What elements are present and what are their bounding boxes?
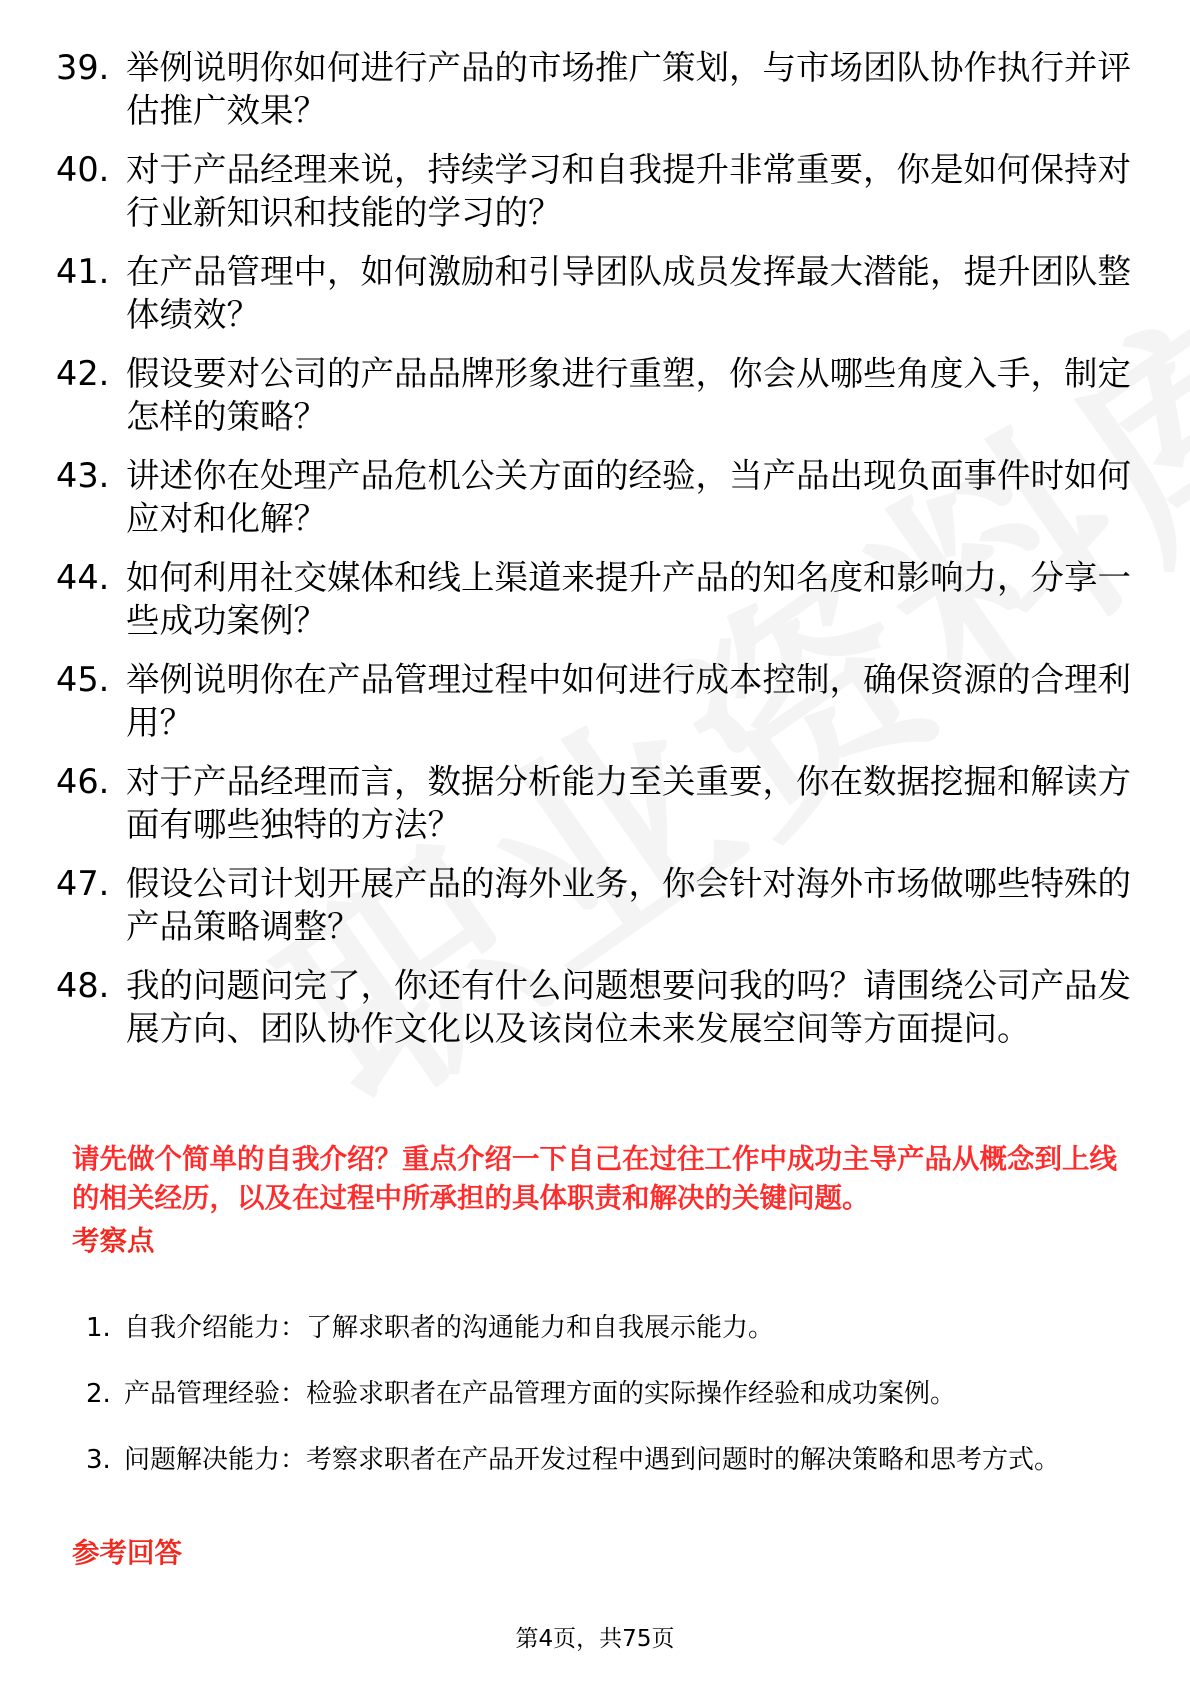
question-text: 假设公司计划开展产品的海外业务，你会针对海外市场做哪些特殊的产品策略调整？ <box>126 864 1131 946</box>
point-number: 2. <box>86 1379 111 1409</box>
list-item <box>0 148 1190 234</box>
list-item <box>0 1300 1190 1356</box>
question-text: 在产品管理中，如何激励和引导团队成员发挥最大潜能，提升团队整体绩效？ <box>126 252 1131 334</box>
page-footer: 第4页，共75页 <box>515 1626 675 1652</box>
point-text: 问题解决能力：考察求职者在产品开发过程中遇到问题时的解决策略和思考方式。 <box>124 1445 1061 1475</box>
question-number: 41. <box>56 252 110 291</box>
list-item <box>0 454 1190 540</box>
question-number: 45. <box>56 660 110 699</box>
question-text: 举例说明你如何进行产品的市场推广策划，与市场团队协作执行并评估推广效果？ <box>126 48 1131 130</box>
question-number: 43. <box>56 456 110 495</box>
list-item <box>0 964 1190 1050</box>
list-item <box>0 352 1190 438</box>
question-text: 如何利用社交媒体和线上渠道来提升产品的知名度和影响力，分享一些成功案例？ <box>126 558 1131 640</box>
question-text: 举例说明你在产品管理过程中如何进行成本控制，确保资源的合理利用？ <box>126 660 1131 742</box>
point-text: 自我介绍能力：了解求职者的沟通能力和自我展示能力。 <box>124 1313 775 1343</box>
question-list <box>0 46 1190 1066</box>
question-number: 46. <box>56 762 110 801</box>
list-item <box>0 250 1190 336</box>
question-number: 40. <box>56 150 110 189</box>
list-item <box>0 1366 1190 1422</box>
question-number: 47. <box>56 864 110 903</box>
list-item <box>0 760 1190 846</box>
assessment-heading: 考察点 <box>72 1225 155 1257</box>
assessment-points <box>0 1300 1190 1498</box>
point-number: 1. <box>86 1313 111 1343</box>
list-item <box>0 862 1190 948</box>
list-item <box>0 556 1190 642</box>
question-text: 讲述你在处理产品危机公关方面的经验，当产品出现负面事件时如何应对和化解？ <box>126 456 1131 538</box>
question-number: 44. <box>56 558 110 597</box>
question-text: 我的问题问完了，你还有什么问题想要问我的吗？请围绕公司产品发展方向、团队协作文化以及该岗位未来发展空间等方面提问。 <box>126 966 1131 1048</box>
list-item <box>0 46 1190 132</box>
question-number: 39. <box>56 48 110 87</box>
question-text: 假设要对公司的产品品牌形象进行重塑，你会从哪些角度入手，制定怎样的策略？ <box>126 354 1131 436</box>
list-item <box>0 1432 1190 1488</box>
question-text: 对于产品经理来说，持续学习和自我提升非常重要，你是如何保持对行业新知识和技能的学习的？ <box>126 150 1131 232</box>
question-number: 42. <box>56 354 110 393</box>
question-text: 对于产品经理而言，数据分析能力至关重要，你在数据挖掘和解读方面有哪些独特的方法？ <box>126 762 1131 844</box>
intro-question: 请先做个简单的自我介绍？重点介绍一下自己在过往工作中成功主导产品从概念到上线的相关经历，以及在过程中所承担的具体职责和解决的关键问题。 <box>72 1143 1117 1214</box>
list-item <box>0 658 1190 744</box>
point-number: 3. <box>86 1445 111 1475</box>
question-number: 48. <box>56 966 110 1005</box>
point-text: 产品管理经验：检验求职者在产品管理方面的实际操作经验和成功案例。 <box>124 1379 957 1409</box>
reference-answer-heading: 参考回答 <box>72 1537 182 1569</box>
